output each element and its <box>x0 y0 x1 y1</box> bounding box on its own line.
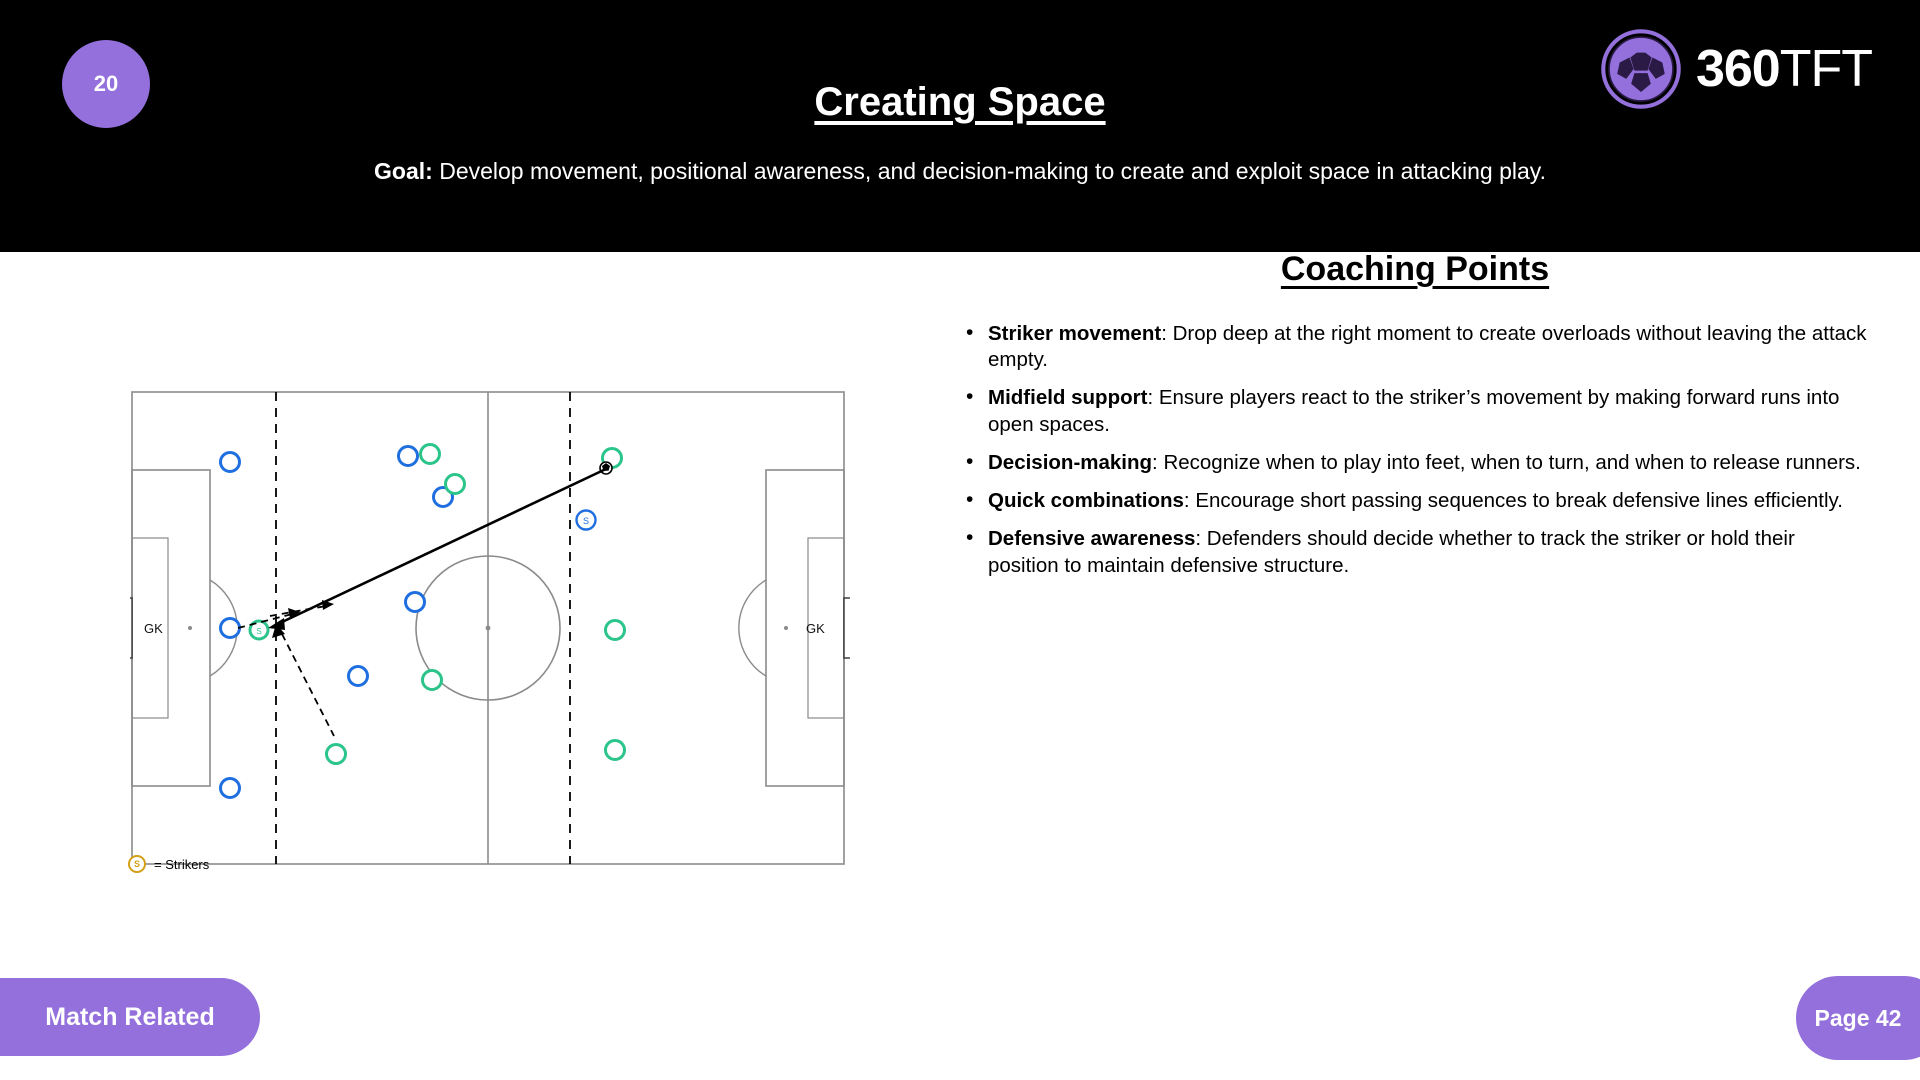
brand-logo <box>1600 28 1872 110</box>
point-term: Striker movement <box>988 322 1162 345</box>
penalty-spot-left <box>188 626 192 630</box>
point-text: : Drop deep at the right moment to create overloads without leaving the attack empty. <box>988 322 1867 372</box>
point-term: Decision-making <box>988 450 1153 474</box>
coaching-points-title: Coaching Points <box>1280 250 1550 288</box>
svg-text:GK: GK <box>806 621 825 636</box>
page-title: Creating Space <box>814 80 1106 124</box>
coaching-points-list <box>960 321 1870 579</box>
goal-label: Goal: <box>374 158 433 184</box>
legend-label: = Strikers <box>154 856 210 872</box>
list-item <box>960 526 1870 578</box>
point-text: : Ensure players react to the striker’s movement by making forward runs into open spaces. <box>988 386 1840 436</box>
player-green <box>446 475 465 494</box>
match-related-tag: Match Related <box>0 978 260 1056</box>
list-item <box>960 385 1870 437</box>
player-blue <box>399 447 418 466</box>
player-green <box>606 621 625 640</box>
striker-label: S <box>582 516 590 526</box>
player-green <box>421 445 440 464</box>
goal-left <box>130 598 132 658</box>
player-green <box>327 745 346 764</box>
player-blue <box>406 593 425 612</box>
striker-legend-icon: S <box>128 855 146 873</box>
goalkeeper-left <box>144 621 163 636</box>
player-blue <box>349 667 368 686</box>
slide-number-badge: 20 <box>62 40 150 128</box>
penalty-spot-right <box>784 626 788 630</box>
point-text: : Encourage short passing sequences to break defensive lines efficiently. <box>1183 489 1843 513</box>
player-green <box>423 671 442 690</box>
point-term: Defensive awareness <box>988 527 1196 551</box>
green-striker-label: S <box>256 627 262 636</box>
goal-right <box>844 598 850 658</box>
pitch-svg <box>130 380 850 900</box>
svg-text:GK: GK <box>144 621 163 636</box>
page-number-tag: Page 42 <box>1796 976 1920 1060</box>
player-green <box>606 741 625 760</box>
player-blue <box>221 453 240 472</box>
goal-text: Develop movement, positional awareness, and decision-making to create and exploit space in attacking play. <box>432 158 1546 184</box>
point-text: : Recognize when to play into feet, when to turn, and when to release runners. <box>1152 450 1861 474</box>
centre-spot <box>486 626 491 631</box>
point-term: Quick combinations <box>988 489 1184 513</box>
soccer-ball-icon <box>1600 28 1682 110</box>
list-item <box>960 488 1870 514</box>
logo-360: 360 <box>1695 40 1780 98</box>
logo-wordmark <box>1696 39 1872 99</box>
player-blue <box>221 619 240 638</box>
point-term: Midfield support <box>988 386 1148 410</box>
header-bar <box>0 0 1920 252</box>
pitch-diagram <box>130 380 850 900</box>
logo-tft: TFT <box>1779 40 1872 98</box>
list-item <box>960 321 1870 373</box>
goal-statement <box>0 158 1920 185</box>
goalkeeper-right <box>806 621 825 636</box>
player-blue <box>221 779 240 798</box>
point-text: : Defenders should decide whether to track the striker or hold their position to maintain defensive structure. <box>988 527 1795 577</box>
list-item <box>960 450 1870 476</box>
coaching-points-section <box>960 250 1870 591</box>
diagram-legend <box>128 855 209 873</box>
